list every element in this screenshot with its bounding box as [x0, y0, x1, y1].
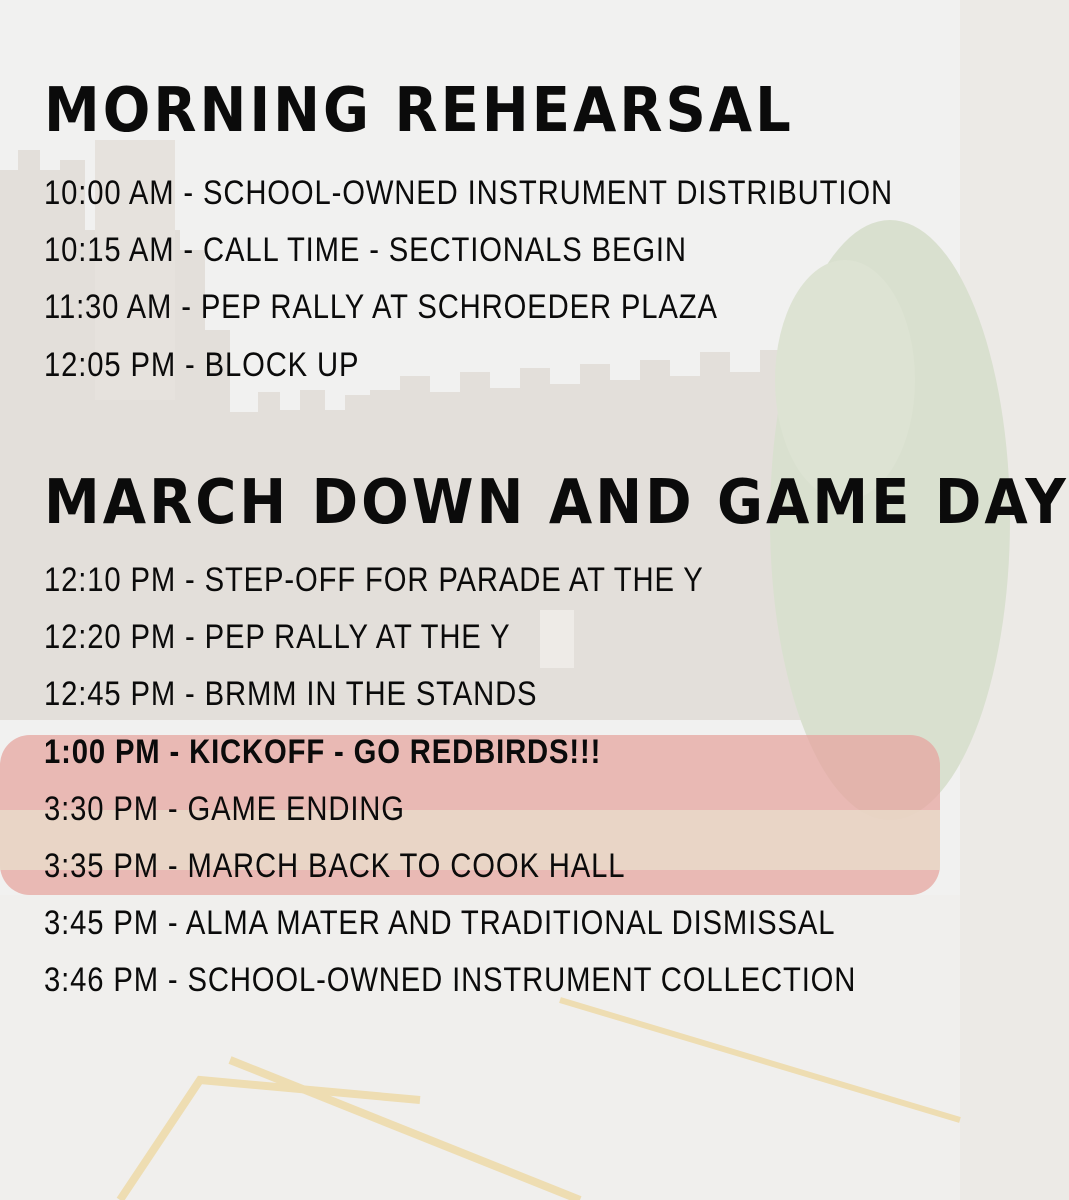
schedule-item: 3:30 PM - GAME ENDING — [44, 789, 405, 828]
schedule-item: 3:35 PM - MARCH BACK TO COOK HALL — [44, 847, 626, 886]
schedule-item: 10:15 AM - CALL TIME - SECTIONALS BEGIN — [44, 231, 687, 270]
schedule-item: 10:00 AM - SCHOOL-OWNED INSTRUMENT DISTRIBUTION — [44, 174, 893, 212]
schedule-item: 12:20 PM - PEP RALLY AT THE Y — [44, 618, 511, 657]
schedule-item: 3:45 PM - ALMA MATER AND TRADITIONAL DISMISSAL — [44, 904, 836, 943]
schedule-item: 12:45 PM - BRMM IN THE STANDS — [44, 675, 538, 714]
schedule-item-kickoff: 1:00 PM - KICKOFF - GO REDBIRDS!!! — [44, 732, 602, 771]
section-title-morning-rehearsal: MORNING REHEARSAL — [44, 74, 794, 147]
morning-rehearsal-list — [44, 165, 1031, 394]
schedule-item: 12:10 PM - STEP-OFF FOR PARADE AT THE Y — [44, 561, 704, 599]
section-title-march-down-game-day: MARCH DOWN AND GAME DAY — [44, 466, 1069, 539]
schedule-item: 3:46 PM - SCHOOL-OWNED INSTRUMENT COLLECTION — [44, 961, 857, 1000]
game-day-list — [44, 552, 989, 1010]
schedule-item: 11:30 AM - PEP RALLY AT SCHROEDER PLAZA — [44, 288, 718, 327]
schedule-item: 12:05 PM - BLOCK UP — [44, 345, 360, 384]
